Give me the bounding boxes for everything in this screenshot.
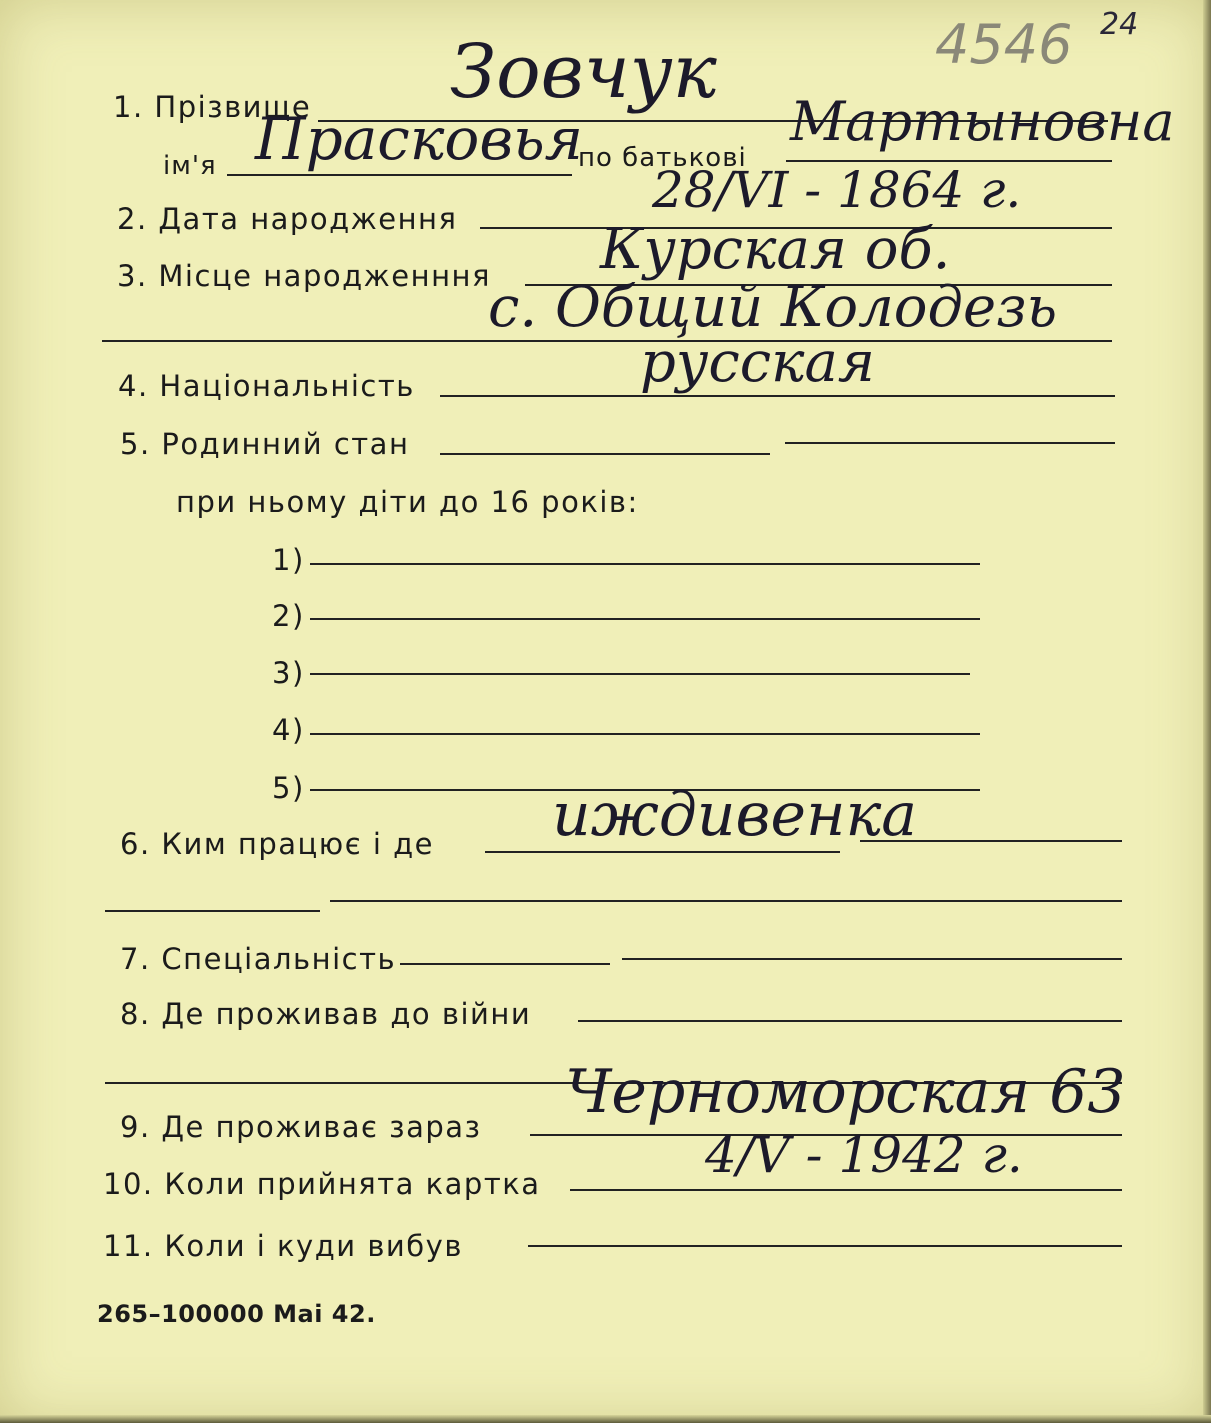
name-line bbox=[227, 174, 572, 176]
label-birth-date: 2. Дата народження bbox=[117, 202, 458, 236]
birth-place-line-2 bbox=[102, 340, 1112, 342]
label-nationality: 4. Національність bbox=[118, 369, 415, 403]
birth-place-value-2: с. Общий Колодезь bbox=[488, 275, 1058, 340]
label-children: при ньому діти до 16 років: bbox=[176, 485, 639, 519]
family-status-line-a bbox=[440, 453, 770, 455]
nationality-line bbox=[440, 395, 1115, 397]
occupation-line-a bbox=[485, 851, 840, 853]
label-child-5: 5) bbox=[272, 771, 305, 805]
occupation-line-2b bbox=[330, 900, 1122, 902]
nationality-value: русская bbox=[640, 330, 875, 395]
label-child-4: 4) bbox=[272, 713, 305, 747]
label-name: ім'я bbox=[163, 151, 217, 181]
label-prewar-residence: 8. Де проживав до війни bbox=[120, 997, 532, 1031]
printer-mark: 265–100000 Маі 42. bbox=[97, 1300, 376, 1328]
child-3-line bbox=[310, 673, 970, 675]
name-value: Прасковья bbox=[255, 105, 584, 173]
card-accepted-value: 4/V - 1942 г. bbox=[705, 1126, 1023, 1184]
label-occupation: 6. Ким працює і де bbox=[120, 827, 435, 861]
current-residence-value: Черноморская 63 bbox=[565, 1057, 1126, 1127]
label-family-status: 5. Родинний стан bbox=[120, 427, 410, 461]
birth-place-value-1: Курская об. bbox=[600, 217, 951, 282]
label-child-1: 1) bbox=[272, 543, 305, 577]
occupation-line-2a bbox=[105, 910, 320, 912]
child-1-line bbox=[310, 563, 980, 565]
speciality-line-b bbox=[622, 958, 1122, 960]
label-speciality: 7. Спеціальність bbox=[120, 942, 397, 976]
label-child-3: 3) bbox=[272, 656, 305, 690]
label-surname: 1. Прізвище bbox=[113, 90, 312, 124]
label-birth-place: 3. Місце народженння bbox=[117, 259, 491, 293]
card-accepted-line bbox=[570, 1189, 1122, 1191]
record-number-suffix: 24 bbox=[1100, 7, 1139, 42]
label-departure: 11. Коли і куди вибув bbox=[103, 1229, 463, 1263]
label-child-2: 2) bbox=[272, 599, 305, 633]
occupation-value: иждивенка bbox=[552, 780, 918, 850]
label-current-residence: 9. Де проживає зараз bbox=[120, 1110, 482, 1144]
label-card-accepted: 10. Коли прийнята картка bbox=[103, 1167, 541, 1201]
label-patronymic: по батькові bbox=[578, 143, 747, 173]
prewar-residence-line bbox=[578, 1020, 1122, 1022]
surname-value: Зовчук bbox=[450, 29, 717, 115]
birth-date-value: 28/VI - 1864 г. bbox=[652, 161, 1022, 219]
record-number: 4546 bbox=[935, 13, 1073, 76]
child-4-line bbox=[310, 733, 980, 735]
card-edge-bottom bbox=[0, 1415, 1211, 1423]
family-status-line-b bbox=[785, 442, 1115, 444]
departure-line bbox=[528, 1245, 1122, 1247]
speciality-line-a bbox=[400, 963, 610, 965]
child-2-line bbox=[310, 618, 980, 620]
card-edge-right bbox=[1203, 0, 1211, 1423]
patronymic-value: Мартыновна bbox=[790, 90, 1175, 153]
